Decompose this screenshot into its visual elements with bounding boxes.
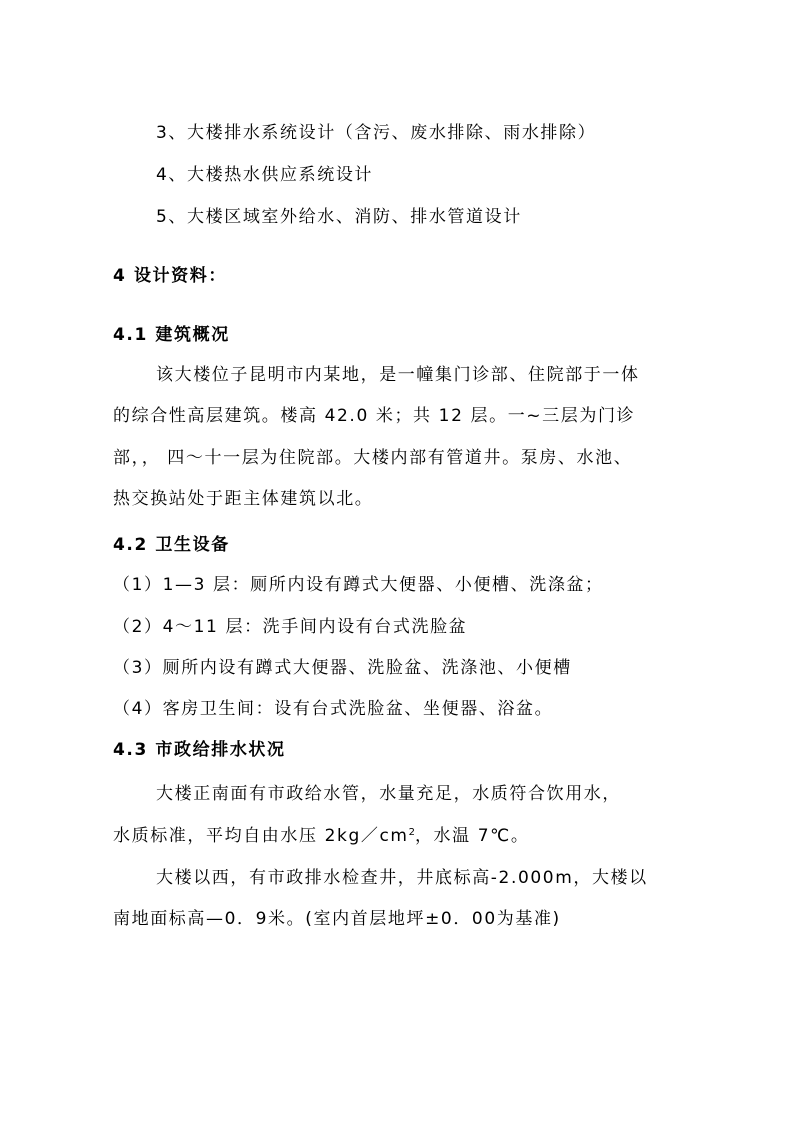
- paragraph-line: 南地面标高—0．9米。(室内首层地坪±0．00为基准): [113, 909, 561, 929]
- paragraph-line: 热交换站处于距主体建筑以北。: [113, 489, 374, 509]
- text-run: ，水温 7℃。: [414, 826, 530, 846]
- text-run: 水质标准，平均自由水压 2kg／cm: [113, 826, 409, 846]
- paragraph-line: 的综合性高层建筑。楼高 42.0 米；共 12 层。一~三层为门诊: [113, 406, 636, 426]
- list-item: （3）厕所内设有蹲式大便器、洗脸盆、洗涤池、小便槽: [113, 658, 572, 678]
- list-item: （1）1—3 层：厕所内设有蹲式大便器、小便槽、洗涤盆；: [113, 575, 604, 595]
- list-item: （2）4～11 层：洗手间内设有台式洗脸盆: [113, 617, 468, 637]
- superscript: 2: [408, 827, 415, 838]
- section-heading: 4.1 建筑概况: [113, 325, 230, 345]
- section-heading: 4.3 市政给排水状况: [113, 740, 286, 760]
- list-item: 4、大楼热水供应系统设计: [156, 165, 374, 185]
- section-heading: 4.2 卫生设备: [113, 535, 230, 555]
- paragraph-line: 大楼以西，有市政排水检查井，井底标高-2.000m，大楼以: [156, 868, 648, 888]
- paragraph-line: 部，， 四～十一层为住院部。大楼内部有管道井。泵房、水池、: [113, 448, 633, 468]
- list-item: 5、大楼区域室外给水、消防、排水管道设计: [156, 207, 522, 227]
- list-item: 3、大楼排水系统设计（含污、废水排除、雨水排除）: [156, 123, 597, 143]
- list-item: （4）客房卫生间：设有台式洗脸盆、坐便器、浴盆。: [113, 699, 554, 719]
- paragraph-line: [113, 828, 529, 845]
- paragraph-line: 大楼正南面有市政给水管，水量充足，水质符合饮用水，: [156, 784, 621, 804]
- section-heading: 4 设计资料：: [113, 266, 227, 286]
- paragraph-line: 该大楼位子昆明市内某地，是一幢集门诊部、住院部于一体: [156, 365, 640, 385]
